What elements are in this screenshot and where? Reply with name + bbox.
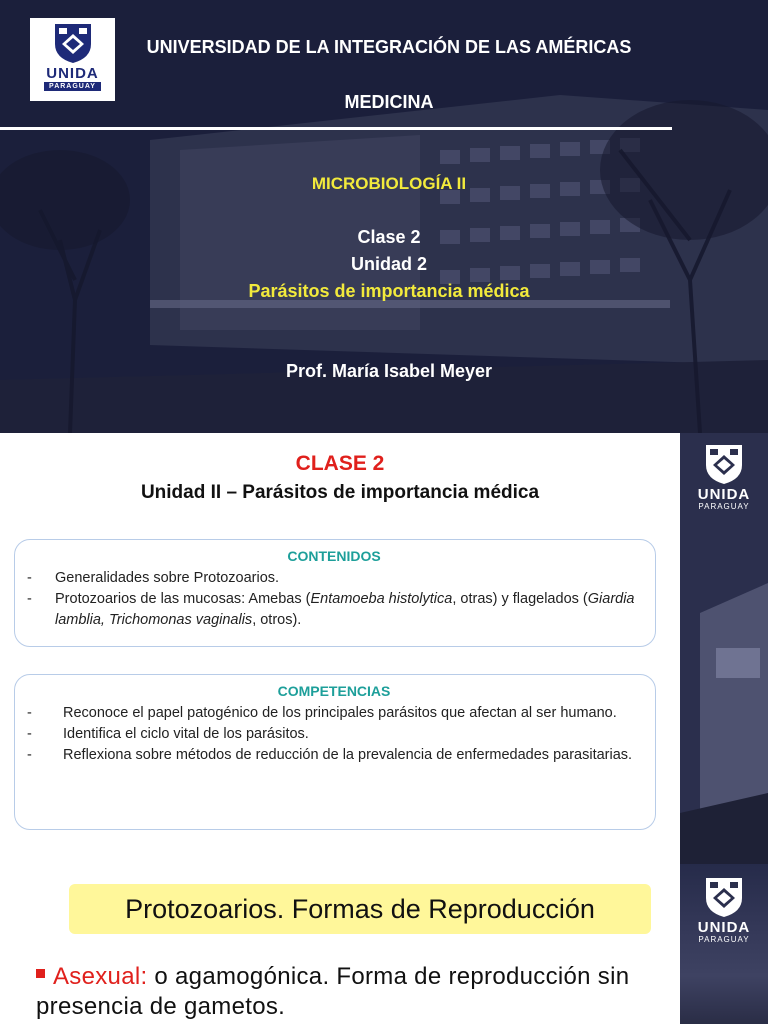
- list-dash: -: [27, 747, 32, 763]
- course-name: MICROBIOLOGÍA II: [311, 174, 467, 193]
- list-item: [27, 589, 641, 631]
- unit-label: Unidad 2: [350, 254, 427, 274]
- list-item: [27, 703, 641, 724]
- header-divider: [0, 127, 672, 130]
- bullet-square-icon: [36, 969, 45, 978]
- bullet-item: [36, 962, 676, 1022]
- professor-name: Prof. María Isabel Meyer: [285, 361, 493, 381]
- contenidos-list: [27, 568, 641, 631]
- list-dash: -: [27, 570, 32, 586]
- contenidos-box: [14, 539, 656, 647]
- list-dash: -: [27, 726, 32, 742]
- list-item: [27, 745, 641, 766]
- list-dash: -: [27, 591, 32, 607]
- list-item-text: , otras) y flagelados (: [452, 591, 588, 607]
- topic-label: Parásitos de importancia médica: [248, 281, 530, 301]
- list-item: [27, 568, 641, 589]
- career-name: MEDICINA: [344, 92, 434, 112]
- unida-shield-logo-icon: [702, 876, 746, 918]
- competencias-list: [27, 703, 641, 766]
- contenidos-heading: CONTENIDOS: [287, 548, 381, 564]
- contents-slide: [0, 433, 768, 864]
- competencias-heading: COMPETENCIAS: [277, 683, 391, 699]
- logo-subtitle: PARAGUAY: [698, 502, 750, 511]
- competencias-box: [14, 674, 656, 830]
- slide-subtitle: Unidad II – Parásitos de importancia médica: [140, 482, 540, 503]
- strip-logo: [680, 443, 768, 511]
- list-dash: -: [27, 705, 32, 721]
- logo-word: UNIDA: [697, 919, 751, 936]
- slide-title: CLASE 2: [295, 452, 385, 475]
- list-item-text: Protozoarios de las mucosas: Amebas (: [55, 591, 311, 607]
- list-item-text: , otros).: [252, 612, 302, 628]
- unida-shield-logo-icon: [702, 443, 746, 485]
- species-name: Giardia lamblia, Trichomonas vaginalis: [55, 591, 635, 628]
- reproduction-slide: [0, 864, 768, 1024]
- side-photo-strip: [680, 433, 768, 864]
- slide-heading: Protozoarios. Formas de Reproducción: [69, 884, 651, 934]
- logo-subtitle: PARAGUAY: [44, 82, 101, 91]
- bullet-keyword: Asexual:: [53, 963, 148, 990]
- logo-word: UNIDA: [46, 65, 99, 82]
- list-item: [27, 724, 641, 745]
- unida-shield-logo-icon: [51, 22, 95, 64]
- logo-subtitle: PARAGUAY: [698, 935, 750, 944]
- list-item-text: Identifica el ciclo vital de los parásitos.: [63, 726, 309, 742]
- list-item-text: Generalidades sobre Protozoarios.: [55, 570, 280, 586]
- unida-logo: [30, 18, 115, 101]
- list-item-text: Reconoce el papel patogénico de los principales parásitos que afectan al ser humano.: [63, 705, 617, 721]
- side-photo-strip: [680, 864, 768, 1024]
- logo-word: UNIDA: [697, 486, 751, 503]
- list-item-text: Reflexiona sobre métodos de reducción de la prevalencia de enfermedades parasitarias.: [63, 747, 633, 763]
- species-name: Entamoeba histolytica: [310, 591, 453, 607]
- title-slide: [0, 0, 768, 433]
- bullet-text: o agamogónica. Forma de reproducción sin presencia de gametos.: [36, 963, 630, 1020]
- strip-logo: [680, 876, 768, 944]
- university-name: UNIVERSIDAD DE LA INTEGRACIÓN DE LAS AMÉRICAS: [146, 37, 632, 57]
- class-label: Clase 2: [357, 227, 421, 247]
